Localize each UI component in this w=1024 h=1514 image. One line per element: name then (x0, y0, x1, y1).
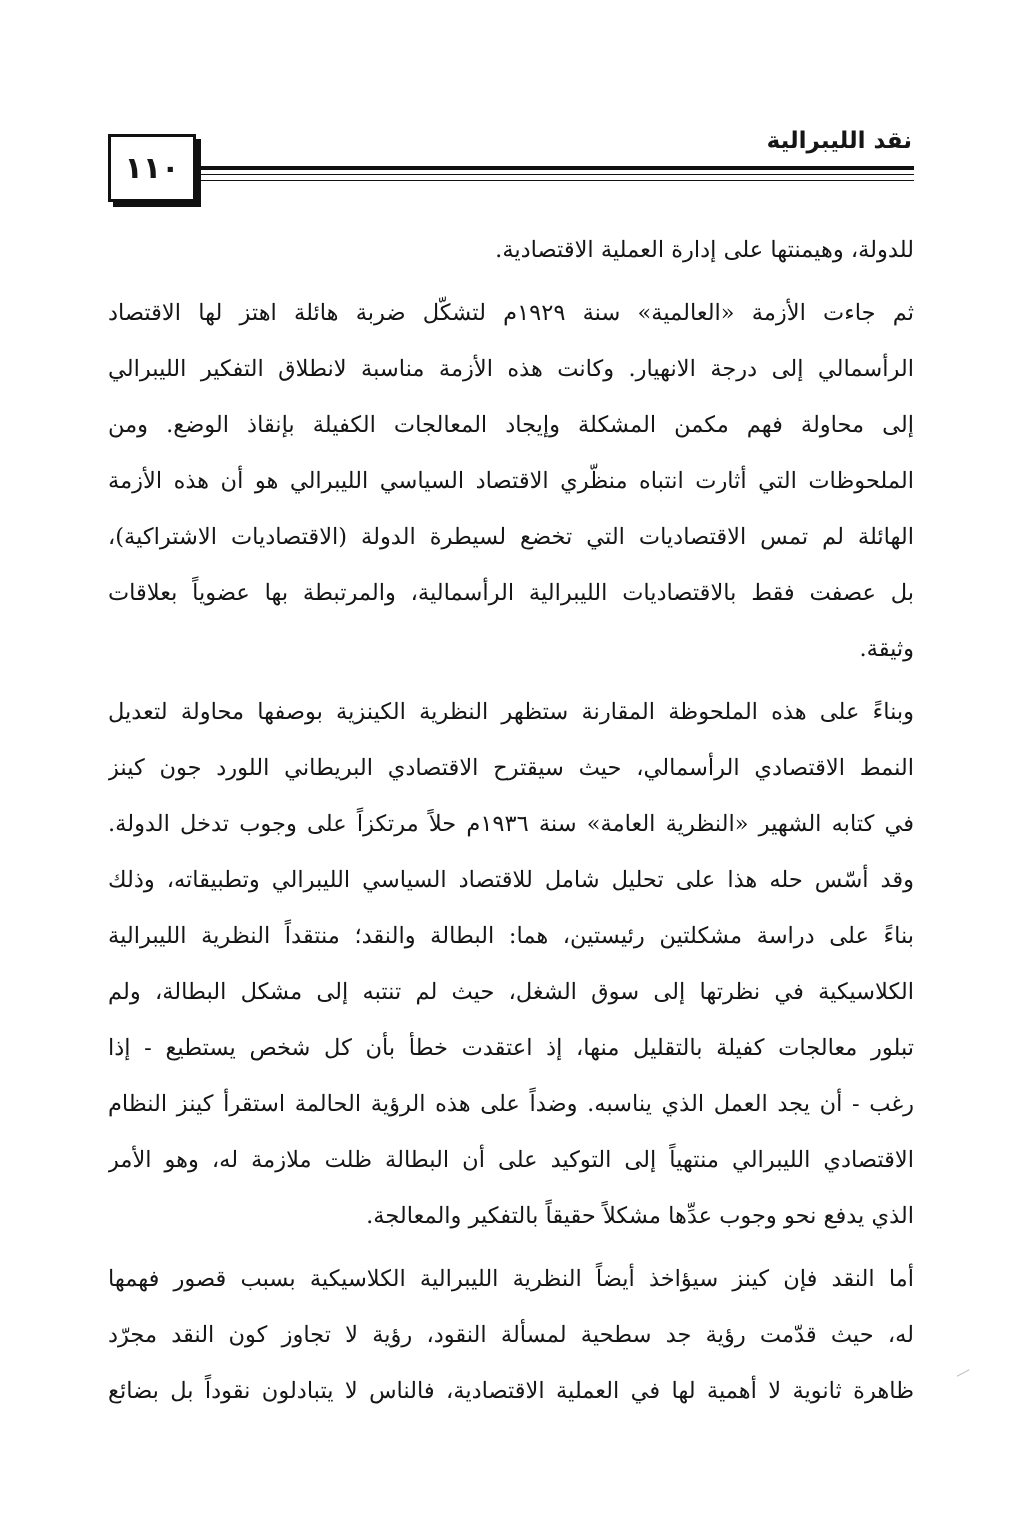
text-line: تبلور معالجات كفيلة بالتقليل منها، إذ اعتقدت خطأ بأن كل شخص يستطيع - إذا (108, 1035, 914, 1061)
text-line: الاقتصادي الليبرالي منتهياً إلى التوكيد على أن البطالة ظلت ملازمة له، وهو الأمر (108, 1147, 914, 1173)
running-title: نقد الليبرالية (766, 128, 912, 154)
header-rule-thick (200, 166, 914, 170)
scan-speck (957, 1369, 974, 1384)
paragraph (108, 222, 914, 278)
text-line: الهائلة لم تمس الاقتصاديات التي تخضع لسيطرة الدولة (الاقتصاديات الاشتراكية)، (108, 524, 914, 550)
page-header (108, 118, 914, 210)
text-line: النمط الاقتصادي الرأسمالي، حيث سيقترح الاقتصادي البريطاني اللورد جون كينز (108, 755, 914, 781)
paragraph (108, 285, 914, 677)
paragraph (108, 1251, 914, 1419)
text-line: الذي يدفع نحو وجوب عدِّها مشكلاً حقيقاً بالتفكير والمعالجة. (366, 1203, 914, 1229)
text-line: ثم جاءت الأزمة «العالمية» سنة ١٩٢٩م لتشكّل ضربة هائلة اهتز لها الاقتصاد (108, 300, 914, 326)
text-line: للدولة، وهيمنتها على إدارة العملية الاقتصادية. (495, 237, 914, 263)
text-line: أما النقد فإن كينز سيؤاخذ أيضاً النظرية الليبرالية الكلاسيكية بسبب قصور فهمها (108, 1266, 914, 1292)
text-line: ظاهرة ثانوية لا أهمية لها في العملية الاقتصادية، فالناس لا يتبادلون نقوداً بل بضائع (108, 1378, 914, 1404)
page-number: ١١٠ (108, 134, 196, 202)
header-rule-thin (200, 180, 914, 181)
text-line: وبناءً على هذه الملحوظة المقارنة ستظهر النظرية الكينزية بوصفها محاولة لتعديل (108, 699, 914, 725)
paragraph (108, 684, 914, 1244)
text-line: إلى محاولة فهم مكمن المشكلة وإيجاد المعالجات الكفيلة بإنقاذ الوضع. ومن (108, 412, 914, 438)
text-line: في كتابه الشهير «النظرية العامة» سنة ١٩٣٦م حلاً مرتكزاً على وجوب تدخل الدولة. (108, 811, 914, 837)
text-line: له، حيث قدّمت رؤية جد سطحية لمسألة النقود، رؤية لا تجاوز كون النقد مجرّد (108, 1322, 914, 1348)
text-line: الملحوظات التي أثارت انتباه منظّري الاقتصاد السياسي الليبرالي هو أن هذه الأزمة (108, 468, 914, 494)
text-line: وقد أسّس حله هذا على تحليل شامل للاقتصاد السياسي الليبرالي وتطبيقاته، وذلك (108, 867, 914, 893)
text-line: بناءً على دراسة مشكلتين رئيستين، هما: البطالة والنقد؛ منتقداً النظرية الليبرالية (108, 923, 914, 949)
page-body (108, 222, 914, 1426)
text-line: الرأسمالي إلى درجة الانهيار. وكانت هذه الأزمة مناسبة لانطلاق التفكير الليبرالي (108, 356, 914, 382)
text-line: وثيقة. (859, 636, 914, 662)
text-line: بل عصفت فقط بالاقتصاديات الليبرالية الرأسمالية، والمرتبطة بها عضوياً بعلاقات (108, 580, 914, 606)
text-line: الكلاسيكية في نظرتها إلى سوق الشغل، حيث لم تنتبه إلى مشكل البطالة، ولم (108, 979, 914, 1005)
header-rule-thin (200, 174, 914, 175)
text-line: رغب - أن يجد العمل الذي يناسبه. وضداً على هذه الرؤية الحالمة استقرأ كينز النظام (108, 1091, 914, 1117)
